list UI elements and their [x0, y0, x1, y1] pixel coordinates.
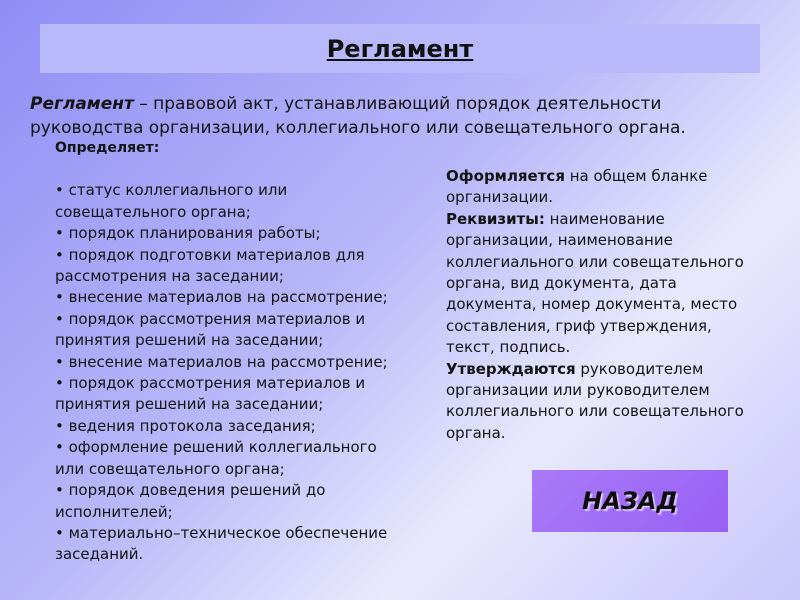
approval-paragraph	[446, 359, 756, 445]
list-item: • оформление решений коллегиального или совещательного органа;	[55, 438, 377, 478]
spacer	[55, 159, 395, 180]
back-button-label: НАЗАД	[582, 487, 678, 515]
page-title: Регламент	[326, 34, 474, 63]
requisites-label: Реквизиты:	[446, 209, 545, 228]
list-item: • материально–техническое обеспечение заседаний.	[55, 523, 388, 564]
title-bar	[40, 24, 760, 73]
list-item: • ведения протокола заседания;	[55, 416, 316, 435]
list-item: • внесение материалов на рассмотрение;	[55, 352, 388, 371]
requisites-paragraph	[446, 209, 756, 359]
format-text: на общем бланке организации.	[446, 167, 708, 207]
approval-label: Утверждаются	[446, 359, 576, 378]
functions-list-block	[55, 138, 395, 566]
list-item: • порядок рассмотрения материалов и принятия решений на заседании;	[55, 309, 366, 350]
list-item: • внесение материалов на рассмотрение;	[55, 288, 388, 307]
functions-list	[55, 180, 395, 565]
requisites-text: наименование организации, наименование коллегиального или совещательного органа, вид документа, дата документа, номер документа, место составления, гриф утверждения, текст, подпись.	[446, 209, 744, 357]
approval-text: руководителем организации или руководителем коллегиального или совещательного органа.	[446, 359, 744, 442]
list-item: • порядок планирования работы;	[55, 224, 321, 243]
back-button[interactable]	[532, 470, 728, 532]
format-paragraph	[446, 166, 756, 209]
list-item: • порядок рассмотрения материалов и принятия решений на заседании;	[55, 374, 366, 414]
format-label: Оформляется	[446, 167, 565, 185]
list-item: • порядок доведения решений до исполнителей;	[55, 481, 326, 521]
definition-paragraph	[30, 92, 730, 140]
definition-text: – правовой акт, устанавливающий порядок деятельности руководства организации, коллегиального или совещательного органа.	[30, 94, 686, 138]
list-item: • порядок подготовки материалов для рассмотрения на заседании;	[55, 245, 365, 286]
functions-lead: Определяет:	[55, 140, 160, 156]
definition-term: Регламент	[30, 94, 134, 114]
list-item: • статус коллегиального или совещательного органа;	[55, 181, 288, 221]
details-block	[446, 166, 756, 444]
